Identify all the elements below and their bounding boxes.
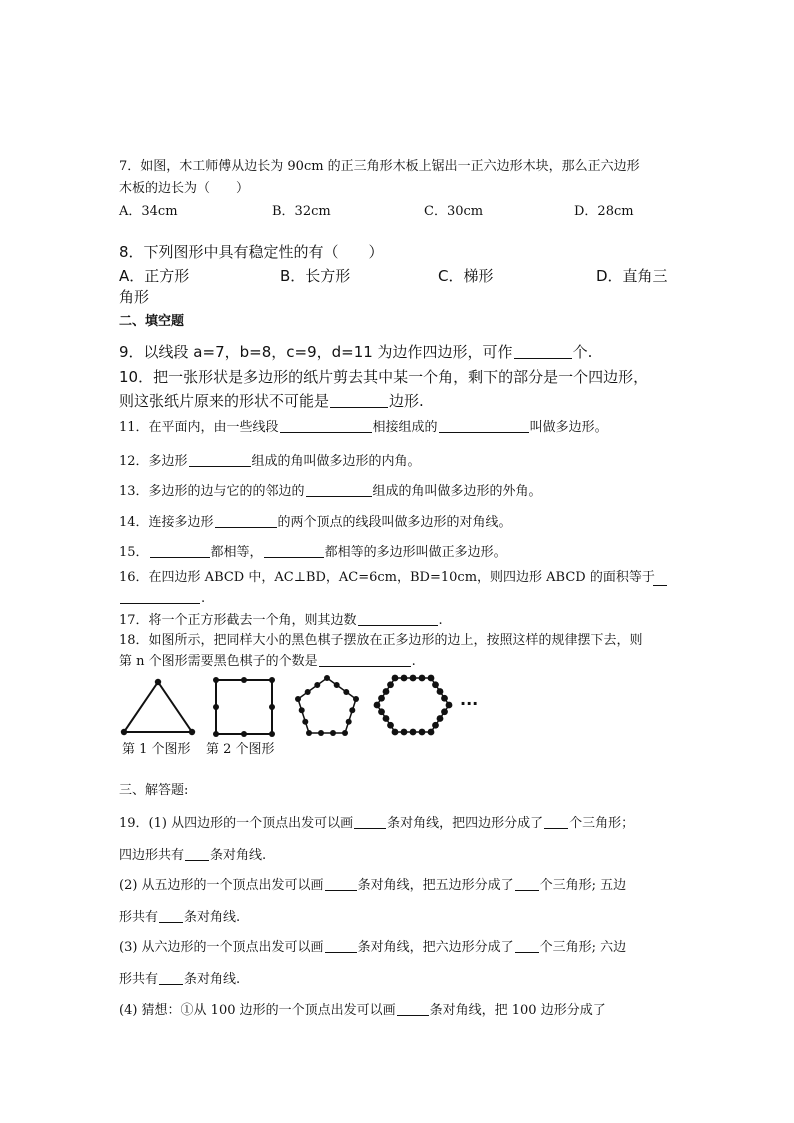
q9-text: 9．以线段 a=7，b=8，c=9，d=11 为边作四边形，可作 bbox=[119, 343, 513, 361]
q19-p1-line1 bbox=[119, 814, 634, 833]
q10-line2 bbox=[119, 391, 424, 411]
q11-text-a: 11．在平面内，由一些线段 bbox=[119, 420, 279, 435]
q10-blank[interactable] bbox=[330, 393, 388, 408]
q15-text-b: 都相等， bbox=[210, 545, 263, 560]
q7-line1: 7．如图，木工师傅从边长为 90cm 的正三角形木板上锯出一正六边形木块，那么正六边形 bbox=[119, 159, 640, 174]
section-3-heading: 三、解答题: bbox=[119, 783, 189, 798]
q16-tail: . bbox=[201, 591, 206, 606]
figure-3-pentagon bbox=[290, 672, 364, 738]
q8-option-a: A．正方形 bbox=[119, 267, 190, 285]
q15-blank-2[interactable] bbox=[264, 543, 324, 558]
q16-blank-start[interactable] bbox=[653, 571, 667, 586]
q13-text-a: 13．多边形的边与它的的邻边的 bbox=[119, 484, 305, 499]
q9-tail: 个. bbox=[572, 343, 593, 361]
figure-1-triangle bbox=[118, 674, 198, 736]
q7-option-a: A．34cm bbox=[119, 204, 178, 219]
q12-text-b: 组成的角叫做多边形的内角。 bbox=[251, 454, 421, 469]
q10-text: 则这张纸片原来的形状不可能是 bbox=[119, 392, 330, 410]
q19-p3-text-a: (3) 从六边形的一个顶点出发可以画 bbox=[119, 940, 324, 955]
q10-tail: 边形. bbox=[389, 392, 424, 410]
q19-p2-line1 bbox=[119, 876, 626, 895]
q19-p3-line2 bbox=[119, 970, 240, 989]
q18-tail: . bbox=[411, 654, 416, 669]
q12 bbox=[119, 452, 421, 471]
q19-p2-blank-2[interactable] bbox=[515, 876, 539, 891]
q8-stem: 8．下列图形中具有稳定性的有（ ） bbox=[119, 243, 384, 261]
q17-blank[interactable] bbox=[358, 611, 438, 626]
q19-p2-text-e: 条对角线. bbox=[184, 910, 241, 925]
q17-text-a: 17．将一个正方形截去一个角，则其边数 bbox=[119, 613, 357, 628]
figure-1-caption: 第 1 个图形 bbox=[122, 742, 191, 757]
q19-p1-text-e: 条对角线. bbox=[210, 848, 267, 863]
q19-p1-text-a: 19．(1) 从四边形的一个顶点出发可以画 bbox=[119, 816, 354, 831]
q19-p3-blank-3[interactable] bbox=[159, 970, 183, 985]
q13 bbox=[119, 482, 542, 501]
q19-p2-line2 bbox=[119, 908, 240, 927]
figure-2-square bbox=[208, 674, 282, 738]
q17 bbox=[119, 611, 443, 630]
q16-line2 bbox=[119, 589, 205, 608]
q19-p2-text-d: 形共有 bbox=[119, 910, 159, 925]
figure-ellipsis: ··· bbox=[460, 694, 479, 713]
q9 bbox=[119, 342, 592, 362]
q11-blank-2[interactable] bbox=[439, 418, 529, 433]
q19-p2-text-a: (2) 从五边形的一个顶点出发可以画 bbox=[119, 878, 324, 893]
q7-option-b: B．32cm bbox=[272, 204, 331, 219]
q13-blank[interactable] bbox=[306, 482, 372, 497]
q19-p4-blank-1[interactable] bbox=[397, 1001, 429, 1016]
q19-p4-line1 bbox=[119, 1001, 606, 1020]
figure-2-caption: 第 2 个图形 bbox=[206, 742, 275, 757]
q15 bbox=[119, 543, 507, 562]
q12-blank[interactable] bbox=[189, 452, 251, 467]
q19-p1-text-b: 条对角线，把四边形分成了 bbox=[387, 816, 544, 831]
q18-text-a: 第 n 个图形需要黑色棋子的个数是 bbox=[119, 654, 318, 669]
q8-option-d: D．直角三 bbox=[596, 267, 668, 285]
q14-text-a: 14．连接多边形 bbox=[119, 515, 214, 530]
q19-p2-text-b: 条对角线，把五边形分成了 bbox=[357, 878, 514, 893]
q19-p3-line1 bbox=[119, 938, 626, 957]
q18-blank[interactable] bbox=[319, 652, 411, 667]
q19-p3-text-d: 形共有 bbox=[119, 972, 159, 987]
q19-p1-blank-3[interactable] bbox=[185, 846, 209, 861]
figure-4-hexagon bbox=[373, 672, 453, 738]
q19-p3-text-e: 条对角线. bbox=[184, 972, 241, 987]
section-2-heading: 二、填空题 bbox=[119, 314, 185, 329]
q16-line1: 16．在四边形 ABCD 中，AC⊥BD，AC=6cm，BD=10cm，则四边形 ABCD 的面积等于 bbox=[119, 570, 655, 585]
q19-p3-blank-2[interactable] bbox=[515, 938, 539, 953]
q19-p4-text-a: (4) 猜想：①从 100 边形的一个顶点出发可以画 bbox=[119, 1003, 396, 1018]
q18-line2 bbox=[119, 652, 416, 671]
q11 bbox=[119, 418, 608, 437]
q14-blank[interactable] bbox=[215, 513, 277, 528]
q11-blank-1[interactable] bbox=[280, 418, 372, 433]
q14-text-b: 的两个顶点的线段叫做多边形的对角线。 bbox=[277, 515, 512, 530]
q10-line1: 10．把一张形状是多边形的纸片剪去其中某一个角，剩下的部分是一个四边形， bbox=[119, 368, 649, 386]
q7-line2: 木板的边长为（ ） bbox=[119, 181, 250, 196]
q11-text-c: 叫做多边形。 bbox=[529, 420, 608, 435]
q19-p3-text-c: 个三角形; 六边 bbox=[539, 940, 627, 955]
q8-wrap: 角形 bbox=[119, 288, 150, 306]
q19-p4-text-b: 条对角线，把 100 边形分成了 bbox=[429, 1003, 606, 1018]
q19-p1-text-d: 四边形共有 bbox=[119, 848, 185, 863]
q16-blank-end[interactable] bbox=[120, 589, 200, 604]
q7-option-c: C．30cm bbox=[424, 204, 484, 219]
q12-text-a: 12．多边形 bbox=[119, 454, 188, 469]
q7-option-d: D．28cm bbox=[574, 204, 634, 219]
q19-p1-blank-1[interactable] bbox=[354, 814, 386, 829]
q14 bbox=[119, 513, 512, 532]
q19-p3-blank-1[interactable] bbox=[325, 938, 357, 953]
q17-tail: . bbox=[438, 613, 443, 628]
q11-text-b: 相接组成的 bbox=[372, 420, 438, 435]
q13-text-b: 组成的角叫做多边形的外角。 bbox=[372, 484, 542, 499]
q19-p2-blank-1[interactable] bbox=[325, 876, 357, 891]
q15-text-c: 都相等的多边形叫做正多边形。 bbox=[324, 545, 507, 560]
q19-p1-blank-2[interactable] bbox=[544, 814, 568, 829]
q19-p2-blank-3[interactable] bbox=[159, 908, 183, 923]
q15-text-a: 15． bbox=[119, 545, 149, 560]
q8-option-c: C．梯形 bbox=[438, 267, 494, 285]
q15-blank-1[interactable] bbox=[150, 543, 210, 558]
q19-p1-line2 bbox=[119, 846, 266, 865]
q19-p3-text-b: 条对角线，把六边形分成了 bbox=[357, 940, 514, 955]
q19-p2-text-c: 个三角形; 五边 bbox=[539, 878, 627, 893]
q9-blank[interactable] bbox=[514, 344, 572, 359]
q18-line1: 18．如图所示，把同样大小的黑色棋子摆放在正多边形的边上，按照这样的规律摆下去，则 bbox=[119, 633, 643, 648]
q8-option-b: B．长方形 bbox=[280, 267, 351, 285]
q19-p1-text-c: 个三角形； bbox=[569, 816, 635, 831]
